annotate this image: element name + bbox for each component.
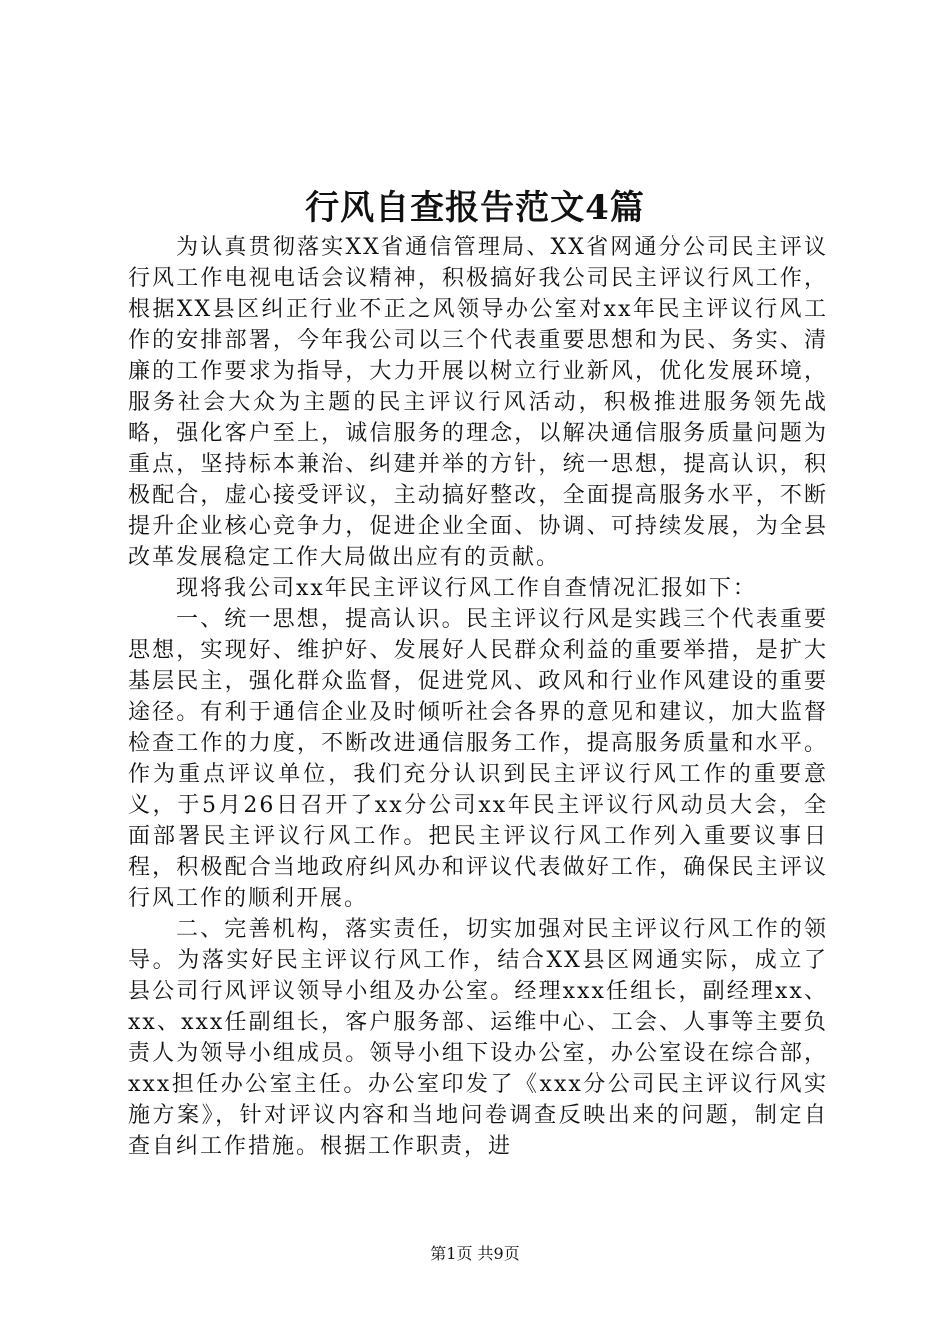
paragraph-report-lead: 现将我公司xx年民主评议行风工作自查情况汇报如下： bbox=[176, 576, 757, 601]
paragraph-section-one: 一、统一思想，提高认识。民主评议行风是实践三个代表重要思想，实现好、维护好、发展好人民群众利益的重要举措，是扩大基层民主，强化群众监督，促进党风、政风和行业作风建设的重要途径。有利于通信企业及时倾听社会各界的意见和建议，加大监督检查工作的力度，不断改进通信服务工作，提高服务质量和水平。作为重点评议单位，我们充分认识到民主评议行风工作的重要意义，于5月26日召开了xx分公司xx年民主评议行风动员大会，全面部署民主评议行风工作。把民主评议行风工作列入重要议事日程，积极配合当地政府纠风办和评议代表做好工作，确保民主评议行风工作的顺利开展。 bbox=[128, 607, 828, 911]
document-title: 行风自查报告范文4篇 bbox=[305, 188, 645, 228]
document-body bbox=[128, 232, 828, 1162]
page-footer: 第1页 共9页 bbox=[430, 1244, 520, 1263]
paragraph-section-two: 二、完善机构，落实责任，切实加强对民主评议行风工作的领导。为落实好民主评议行风工作，结合XX县区网通实际，成立了县公司行风评议领导小组及办公室。经理xxx任组长，副经理xx、xx、xxx任副组长，客户服务部、运维中心、工会、人事等主要负责人为领导小组成员。领导小组下设办公室，办公室设在综合部，xxx担任办公室主任。办公室印发了《xxx分公司民主评议行风实施方案》，针对评议内容和当地问卷调查反映出来的问题，制定自查自纠工作措施。根据工作职责，进 bbox=[128, 917, 828, 1159]
paragraph-intro: 为认真贯彻落实XX省通信管理局、XX省网通分公司民主评议行风工作电视电话会议精神，积极搞好我公司民主评议行风工作，根据XX县区纠正行业不正之风领导办公室对xx年民主评议行风工作的安排部署，今年我公司以三个代表重要思想和为民、务实、清廉的工作要求为指导，大力开展以树立行业新风，优化发展环境，服务社会大众为主题的民主评议行风活动，积极推进服务领先战略，强化客户至上，诚信服务的理念，以解决通信服务质量问题为重点，坚持标本兼治、纠建并举的方针，统一思想，提高认识，积极配合，虚心接受评议，主动搞好整改，全面提高服务水平，不断提升企业核心竞争力，促进企业全面、协调、可持续发展，为全县改革发展稳定工作大局做出应有的贡献。 bbox=[128, 235, 828, 570]
